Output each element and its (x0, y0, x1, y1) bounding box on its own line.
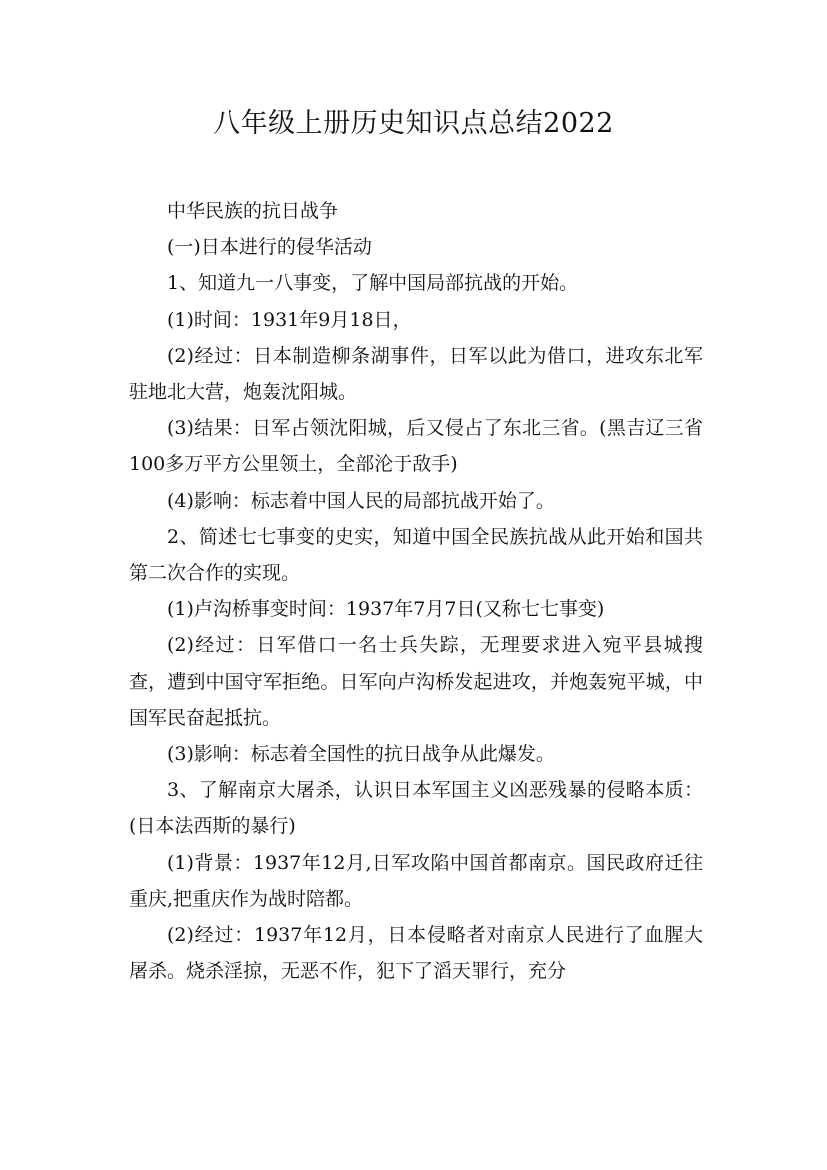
paragraph: (4)影响：标志着中国人民的局部抗战开始了。 (167, 489, 555, 512)
paragraph: (2)经过：1937年12月，日本侵略者对南京人民进行了血腥大屠杀。烧杀淫掠，无恶不作，犯下了滔天罪行，充分 (129, 924, 703, 983)
paragraph: (1)卢沟桥事变时间：1937年7月7日(又称七七事变) (167, 598, 605, 621)
paragraph: (3)影响：标志着全国性的抗日战争从此爆发。 (167, 743, 555, 766)
topic-2-heading: 2、简述七七事变的史实，知道中国全民族抗战从此开始和国共第二次合作的实现。 (129, 525, 703, 585)
topic-3-heading: 3、了解南京大屠杀，认识日本军国主义凶恶残暴的侵略本质：(日本法西斯的暴行) (129, 779, 703, 838)
paragraph: (1)背景：1937年12月,日军攻陷中国首都南京。国民政府迁往重庆,把重庆作为战时陪都。 (129, 851, 703, 910)
paragraph: (2)经过：日军借口一名士兵失踪，无理要求进入宛平县城搜查，遭到中国守军拒绝。日军向卢沟桥发起进攻，并炮轰宛平城，中国军民奋起抵抗。 (129, 634, 703, 729)
document-title: 八年级上册历史知识点总结2022 (213, 108, 614, 139)
paragraph: (3)结果：日军占领沈阳城，后又侵占了东北三省。(黑吉辽三省100多万平方公里领土，全部沦于敌手) (129, 417, 703, 476)
paragraph: (1)时间：1931年9月18日， (167, 308, 412, 331)
section-heading: 中华民族的抗日战争 (167, 200, 339, 222)
subsection-heading: (一)日本进行的侵华活动 (167, 236, 372, 259)
document-body (129, 193, 703, 989)
paragraph: (2)经过：日本制造柳条湖事件，日军以此为借口，进攻东北军驻地北大营，炮轰沈阳城。 (129, 344, 703, 404)
topic-1-heading: 1、知道九一八事变，了解中国局部抗战的开始。 (167, 272, 579, 295)
